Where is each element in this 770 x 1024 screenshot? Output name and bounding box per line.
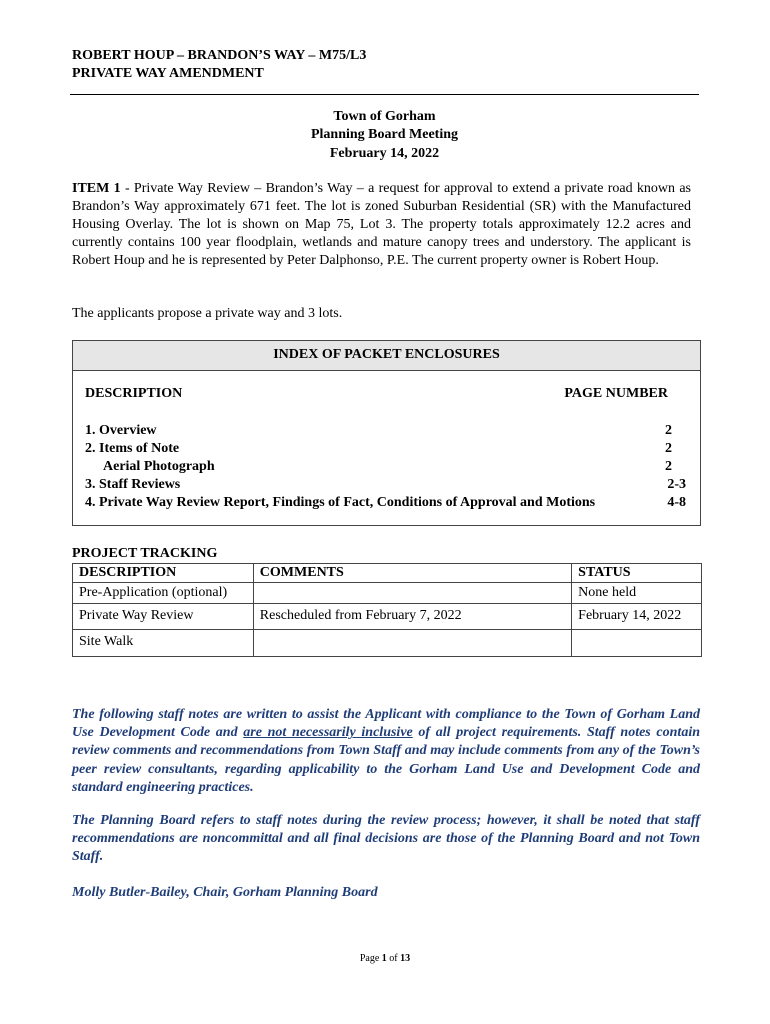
proposal-text: The applicants propose a private way and 3 lots. [72, 306, 343, 321]
table-row [73, 630, 702, 657]
signature-line: Molly Butler-Bailey, Chair, Gorham Planning Board [72, 885, 378, 900]
meeting-info [70, 108, 699, 163]
planning-board-note: The Planning Board refers to staff notes during the review process; however, it shall be noted that staff recommendations are noncommittal and all final decisions are those of the Planning Board and not Town Staff. [72, 813, 700, 865]
table-cell: Pre-Application (optional) [73, 583, 254, 604]
index-row-page: 2 [665, 441, 672, 456]
item-label: ITEM 1 [72, 181, 121, 196]
index-row [85, 494, 686, 512]
index-col-description: DESCRIPTION [85, 386, 183, 401]
table-row [73, 583, 702, 604]
staff-notes-text: of all project requirements. Staff notes contain review comments and recommendations from Town Staff and may include comments from any of the Town’s peer review consultants, regarding applicability to the Gorham Land Use and Development Code and standard engineering practices. [72, 725, 700, 795]
meeting-date: February 14, 2022 [329, 145, 440, 161]
footer-page-number: 1 [381, 953, 387, 964]
item-description [72, 180, 691, 270]
table-header-cell: STATUS [572, 564, 702, 583]
index-row-page: 2-3 [667, 477, 686, 492]
table-cell: February 14, 2022 [572, 604, 702, 630]
footer-of-word: of [386, 953, 401, 964]
table-cell: Site Walk [73, 630, 254, 657]
board-name: Planning Board Meeting [310, 127, 458, 143]
index-row-page: 2 [665, 459, 672, 474]
table-header-cell: COMMENTS [253, 564, 571, 583]
index-row-label: 4. Private Way Review Report, Findings of Fact, Conditions of Approval and Motions [85, 495, 596, 510]
table-header-row [73, 564, 702, 583]
index-col-page: PAGE NUMBER [564, 386, 668, 401]
table-cell: Rescheduled from February 7, 2022 [253, 604, 571, 630]
table-cell [253, 583, 571, 604]
header-divider [70, 94, 699, 95]
staff-notes-text: The following staff notes are written to assist the Applicant with compliance to the Town of Gorham Land Use Development Code and [72, 707, 700, 741]
index-row-page: 2 [665, 423, 672, 438]
table-cell: Private Way Review [73, 604, 254, 630]
index-row-label: 1. Overview [85, 423, 157, 438]
header-subtitle: PRIVATE WAY AMENDMENT [72, 66, 264, 81]
index-row [85, 422, 686, 440]
index-row-label: 3. Staff Reviews [85, 477, 181, 492]
town-name: Town of Gorham [333, 109, 436, 124]
staff-notes-emphasis: are not necessarily inclusive [243, 725, 413, 741]
table-cell [253, 630, 571, 657]
index-row [85, 476, 686, 494]
index-row-label: 2. Items of Note [85, 441, 180, 456]
table-cell: None held [572, 583, 702, 604]
staff-notes-paragraph [72, 706, 700, 797]
table-cell [572, 630, 702, 657]
table-row [73, 604, 702, 630]
index-of-enclosures [72, 340, 701, 526]
index-row [85, 440, 686, 458]
header-title: ROBERT HOUP – BRANDON’S WAY – M75/L3 [72, 48, 367, 63]
document-header [72, 47, 366, 83]
tracking-title: PROJECT TRACKING [72, 546, 218, 561]
index-row-label: Aerial Photograph [103, 459, 215, 474]
item-text: - Private Way Review – Brandon’s Way – a request for approval to extend a private road known as Brandon’s Way approximately 671 feet. The lot is zoned Suburban Residential (SR) with the Manufactured Housing Overlay. The lot is shown on Map 75, Lot 3. The property totals approximately 12.2 acres and currently contains 100 year floodplain, wetlands and mature canopy trees and understory. The applicant is Robert Houp and he is represented by Peter Dalphonso, P.E. The current property owner is Robert Houp. [72, 181, 691, 268]
table-header-cell: DESCRIPTION [73, 564, 254, 583]
tracking-table [72, 563, 702, 657]
page-footer [0, 953, 770, 964]
footer-page-total: 13 [400, 953, 411, 964]
index-row [85, 458, 686, 476]
footer-page-word: Page [359, 953, 382, 964]
index-row-page: 4-8 [667, 495, 686, 510]
index-title: INDEX OF PACKET ENCLOSURES [73, 341, 700, 371]
